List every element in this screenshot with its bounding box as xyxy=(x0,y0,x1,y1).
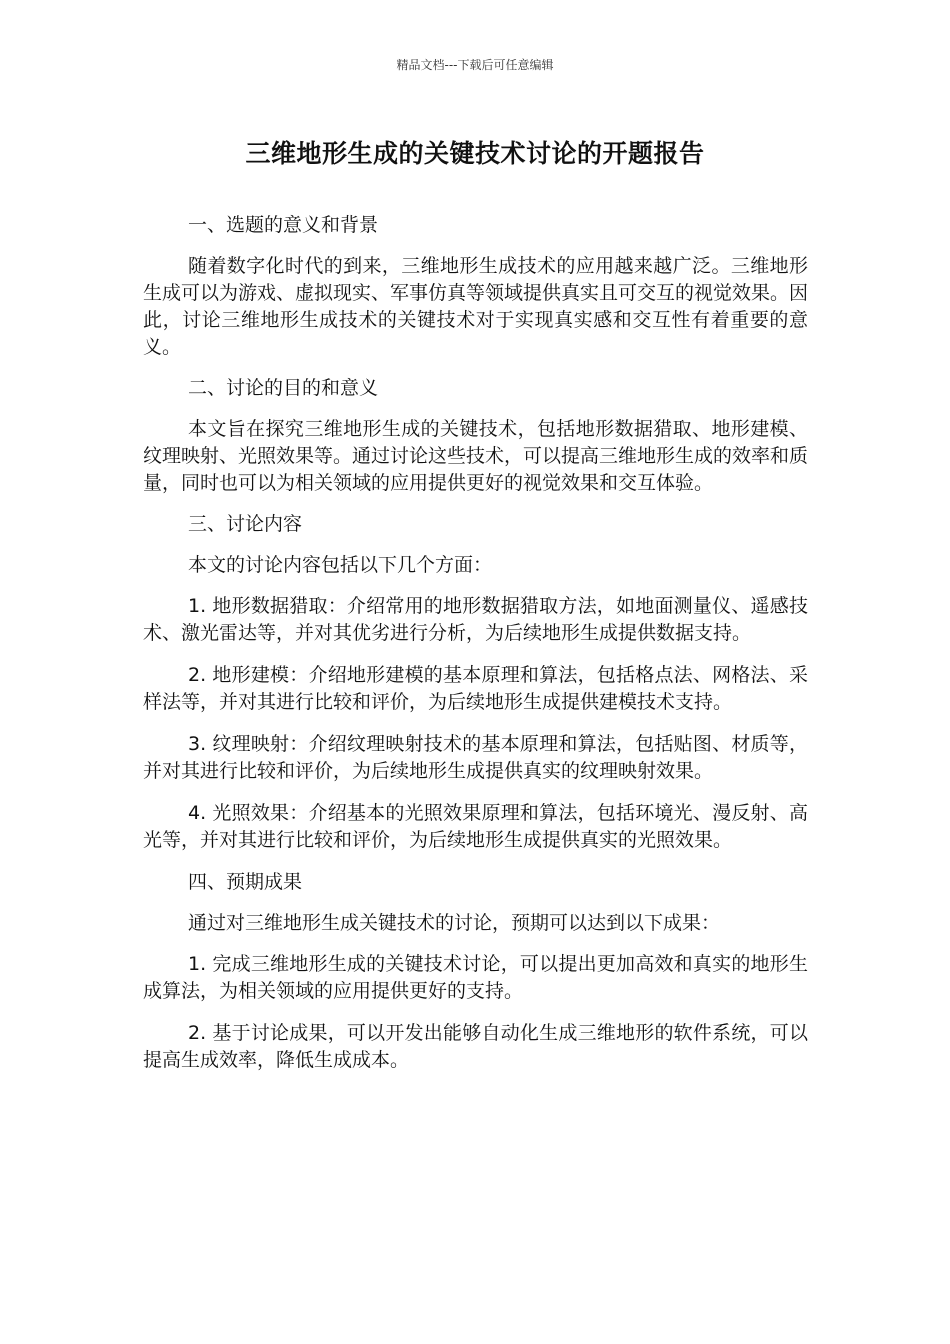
paragraph-content-intro: 本文的讨论内容包括以下几个方面： xyxy=(188,554,493,576)
document-title: 三维地形生成的关键技术讨论的开题报告 xyxy=(245,139,705,168)
paragraph-outcomes-intro: 通过对三维地形生成关键技术的讨论，预期可以达到以下成果： xyxy=(188,912,721,934)
page-header-watermark: 精品文档---下载后可任意编辑 xyxy=(396,58,554,72)
list-item-outcome-software: 2. 基于讨论成果，可以开发出能够自动化生成三维地形的软件系统，可以提高生成效率，降低生成成本。 xyxy=(143,1022,808,1071)
list-item-lighting: 4. 光照效果：介绍基本的光照效果原理和算法，包括环境光、漫反射、高光等，并对其进行比较和评价，为后续地形生成提供真实的光照效果。 xyxy=(143,802,808,851)
paragraph-purpose: 本文旨在探究三维地形生成的关键技术，包括地形数据猎取、地形建模、纹理映射、光照效果等。通过讨论这些技术，可以提高三维地形生成的效率和质量，同时也可以为相关领域的应用提供更好的视觉效果和交互体验。 xyxy=(143,418,809,494)
paragraph-background: 随着数字化时代的到来，三维地形生成技术的应用越来越广泛。三维地形生成可以为游戏、虚拟现实、军事仿真等领域提供真实且可交互的视觉效果。因此，讨论三维地形生成技术的关键技术对于实现真实感和交互性有着重要的意义。 xyxy=(143,255,809,358)
list-item-terrain-data: 1. 地形数据猎取：介绍常用的地形数据猎取方法，如地面测量仪、遥感技术、激光雷达等，并对其优劣进行分析，为后续地形生成提供数据支持。 xyxy=(143,595,808,644)
section-heading-content: 三、讨论内容 xyxy=(188,513,303,535)
section-heading-purpose: 二、讨论的目的和意义 xyxy=(188,377,379,399)
list-item-texture-mapping: 3. 纹理映射：介绍纹理映射技术的基本原理和算法，包括贴图、材质等，并对其进行比较和评价，为后续地形生成提供真实的纹理映射效果。 xyxy=(143,733,808,782)
document-body xyxy=(143,212,808,1089)
list-item-terrain-modeling: 2. 地形建模：介绍地形建模的基本原理和算法，包括格点法、网格法、采样法等，并对其进行比较和评价，为后续地形生成提供建模技术支持。 xyxy=(143,664,808,713)
section-heading-significance: 一、选题的意义和背景 xyxy=(188,214,379,236)
list-item-outcome-algorithm: 1. 完成三维地形生成的关键技术讨论，可以提出更加高效和真实的地形生成算法，为相关领域的应用提供更好的支持。 xyxy=(143,953,808,1002)
section-heading-outcomes: 四、预期成果 xyxy=(188,871,303,893)
